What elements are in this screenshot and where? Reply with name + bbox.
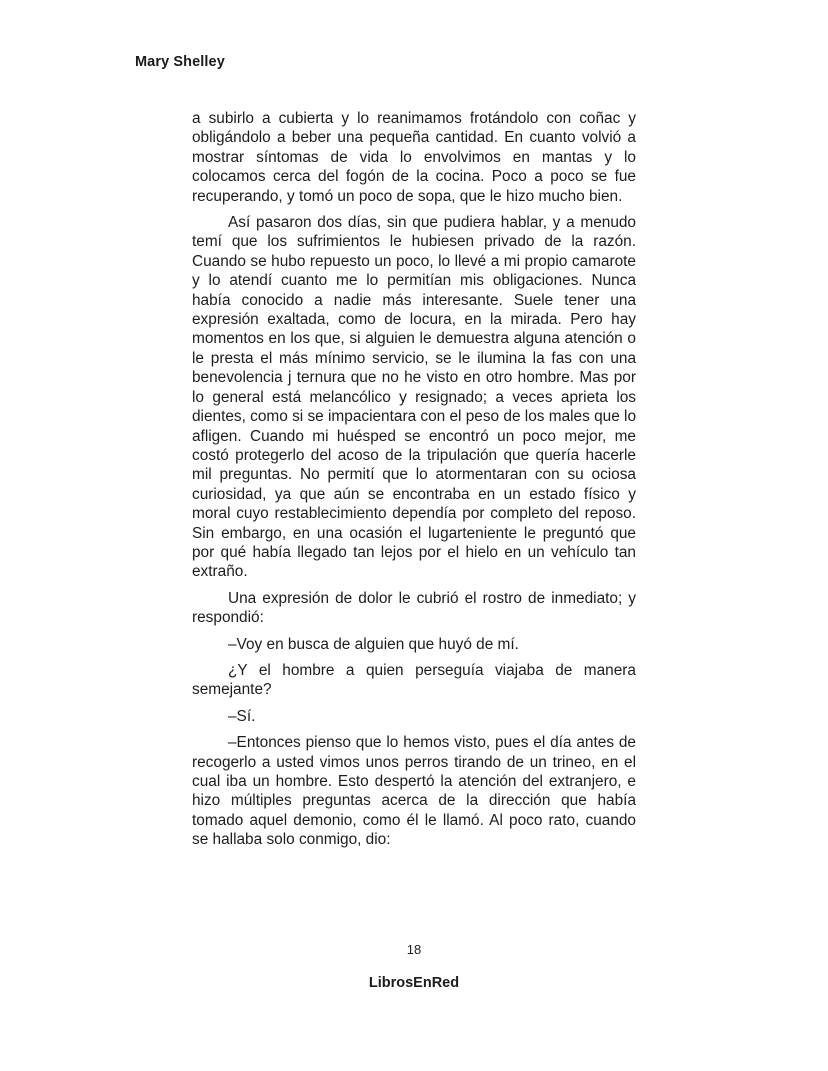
paragraph: a subirlo a cubierta y lo reanimamos frotándolo con coñac y obligándolo a beber una pequeña cantidad. En cuanto volvió a mostrar síntomas de vida lo envolvimos en mantas y lo colocamos cerca del fogón de la cocina. Poco a poco se fue recuperando, y tomó un poco de sopa, que le hizo mucho bien. <box>192 110 636 205</box>
paragraph: Así pasaron dos días, sin que pudiera hablar, y a menudo temí que los sufrimientos le hubiesen privado de la razón. Cuando se hubo repuesto un poco, lo llevé a mi propio camarote y lo atendí cuanto me lo permitían mis obligaciones. Nunca había conocido a nadie más interesante. Suele tener una expresión exaltada, como de locura, en la mirada. Pero hay momentos en los que, si alguien le demuestra alguna atención o le presta el más mínimo servicio, se le ilumina la fas con una benevolencia j ternura que no he visto en otro hombre. Mas por lo general está melancólico y resignado; a veces aprieta los dientes, como si se impacientara con el peso de los males que lo afligen. Cuando mi huésped se encontró un poco mejor, me costó protegerlo del acoso de la tripulación que quería hacerle mil preguntas. No permití que lo atormentaran con su ociosa curiosidad, ya que aún se encontraba en un estado físico y moral cuyo restablecimiento dependía por completo del reposo. Sin embargo, en una ocasión el lugarteniente le preguntó que por qué había llegado tan lejos por el hielo en un vehículo tan extraño. <box>192 214 637 581</box>
paragraph: Una expresión de dolor le cubrió el rostro de inmediato; y respondió: <box>192 589 636 627</box>
paragraph-dialogue: ¿Y el hombre a quien perseguía viajaba de manera semejante? <box>192 661 636 699</box>
page-body <box>192 109 636 857</box>
paragraph-dialogue: –Voy en busca de alguien que huyó de mí. <box>228 635 519 653</box>
running-header-author: Mary Shelley <box>135 54 225 70</box>
publisher-imprint: LibrosEnRed <box>368 975 460 991</box>
paragraph-dialogue: –Entonces pienso que lo hemos visto, pues el día antes de recogerlo a usted vimos unos perros tirando de un trineo, en el cual iba un hombre. Esto despertó la atención del extranjero, e hizo múltiples preguntas acerca de la dirección que había tomado aquel demonio, como él le llamó. Al poco rato, cuando se hallaba solo conmigo, dio: <box>192 734 636 849</box>
page-number: 18 <box>406 942 422 957</box>
paragraph-dialogue: –Sí. <box>228 707 256 725</box>
